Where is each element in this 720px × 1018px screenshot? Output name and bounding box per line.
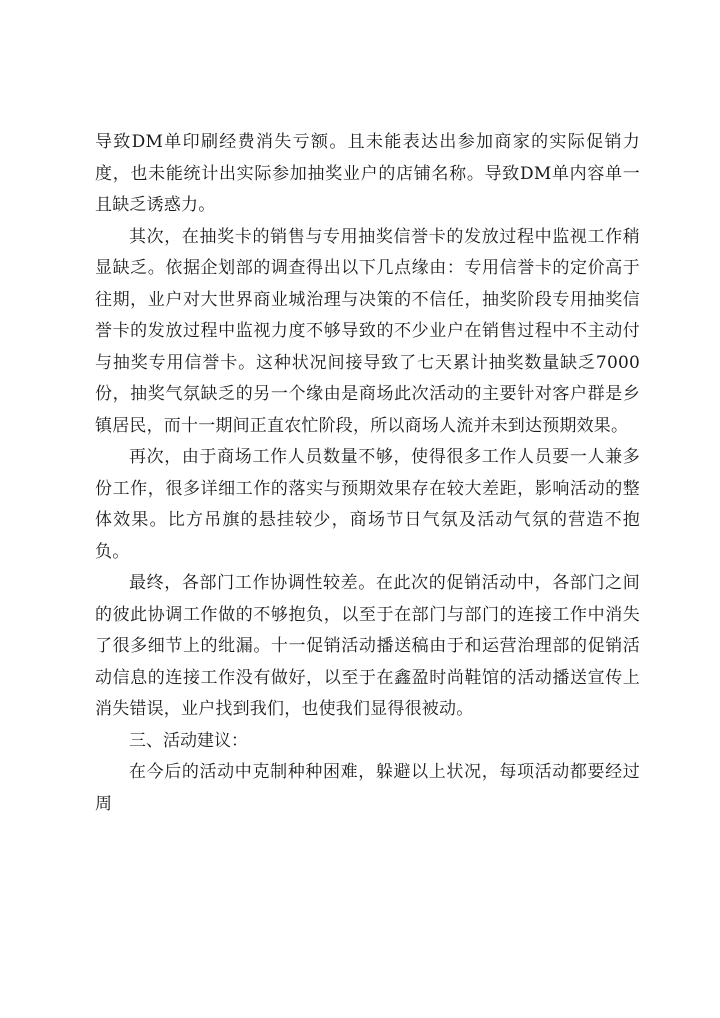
section-heading: 三、活动建议：	[129, 730, 248, 751]
paragraph-dm-flyer: 导致DM单印刷经费消失亏额。且未能表达出参加商家的实际促销力度，也未能统计出实际参加抽奖业户的店铺名称。导致DM单内容单一且缺乏诱惑力。	[95, 132, 640, 215]
paragraph-suggestion: 在今后的活动中克制种种困难，躲避以上状况，每项活动都要经过周	[95, 762, 640, 814]
paragraph-final: 最终，各部门工作协调性较差。在此次的促销活动中，各部门之间的彼此协调工作做的不够抱负，以至于在部门与部门的连接工作中消失了很多细节上的纰漏。十一促销活动播送稿由于和运营治理部的促销活动信息的连接工作没有做好，以至于在鑫盈时尚鞋馆的活动播送宣传上消失错误，业户找到我们，也使我们显得很被动。	[95, 573, 640, 719]
document-body	[95, 127, 640, 820]
paragraph-third: 再次，由于商场工作人员数量不够，使得很多工作人员要一人兼多份工作，很多详细工作的落实与预期效果存在较大差距，影响活动的整体效果。比方吊旗的悬挂较少，商场节日气氛及活动气氛的营造不抱负。	[95, 447, 640, 562]
paragraph-second: 其次，在抽奖卡的销售与专用抽奖信誉卡的发放过程中监视工作稍显缺乏。依据企划部的调查得出以下几点缘由：专用信誉卡的定价高于往期，业户对大世界商业城治理与决策的不信任，抽奖阶段专用抽奖信誉卡的发放过程中监视力度不够导致的不少业户在销售过程中不主动付与抽奖专用信誉卡。这种状况间接导致了七天累计抽奖数量缺乏7000份，抽奖气氛缺乏的另一个缘由是商场此次活动的主要针对客户群是乡镇居民，而十一期间正直农忙阶段，所以商场人流并未到达预期效果。	[95, 226, 640, 436]
